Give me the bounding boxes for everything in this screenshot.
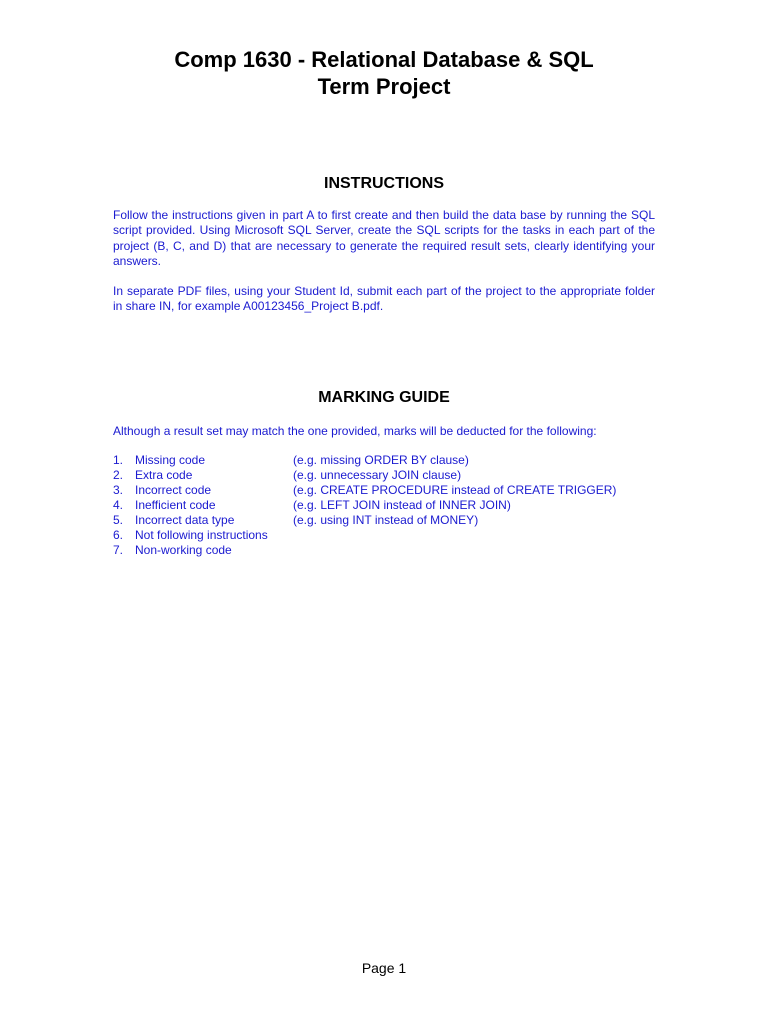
item-number: 5. xyxy=(113,513,124,527)
list-item xyxy=(113,528,673,543)
instructions-paragraph-2: In separate PDF files, using your Student Id, submit each part of the project to the appropriate folder in share IN, for example A00123456_Project B.pdf. xyxy=(113,284,655,314)
item-label: Missing code xyxy=(135,453,206,467)
item-example: (e.g. missing ORDER BY clause) xyxy=(293,453,469,467)
item-label: Non-working code xyxy=(135,543,232,557)
list-item xyxy=(113,543,673,558)
marking-guide-list xyxy=(113,453,673,558)
item-number: 2. xyxy=(113,468,124,482)
page-number: Page 1 xyxy=(361,960,407,976)
item-label: Incorrect code xyxy=(135,483,212,497)
marking-guide-intro: Although a result set may match the one provided, marks will be deducted for the following: xyxy=(113,424,597,438)
item-number: 7. xyxy=(113,543,124,557)
title-line-1: Comp 1630 - Relational Database & SQL xyxy=(174,47,594,72)
list-item xyxy=(113,453,673,468)
item-example: (e.g. CREATE PROCEDURE instead of CREATE TRIGGER) xyxy=(293,483,617,497)
item-example xyxy=(293,528,673,543)
item-number: 6. xyxy=(113,528,124,542)
instructions-paragraph-1: Follow the instructions given in part A to first create and then build the data base by running the SQL script provided. Using Microsoft SQL Server, create the SQL scripts for the tasks in each part of the project (B, C, and D) that are necessary to generate the required result sets, clearly identifying your answers. xyxy=(113,208,655,268)
item-label: Not following instructions xyxy=(135,528,268,542)
item-number: 3. xyxy=(113,483,124,497)
item-label: Inefficient code xyxy=(135,498,216,512)
item-example: (e.g. using INT instead of MONEY) xyxy=(293,513,479,527)
marking-guide-heading: MARKING GUIDE xyxy=(318,389,450,406)
list-item xyxy=(113,498,673,513)
document-title xyxy=(0,46,768,100)
item-example xyxy=(293,543,673,558)
item-label: Extra code xyxy=(135,468,193,482)
item-example: (e.g. LEFT JOIN instead of INNER JOIN) xyxy=(293,498,511,512)
instructions-heading: INSTRUCTIONS xyxy=(324,175,444,192)
title-line-2: Term Project xyxy=(317,74,451,99)
item-example: (e.g. unnecessary JOIN clause) xyxy=(293,468,462,482)
list-item xyxy=(113,468,673,483)
item-number: 1. xyxy=(113,453,124,467)
list-item xyxy=(113,483,673,498)
item-label: Incorrect data type xyxy=(135,513,235,527)
item-number: 4. xyxy=(113,498,124,512)
list-item xyxy=(113,513,673,528)
